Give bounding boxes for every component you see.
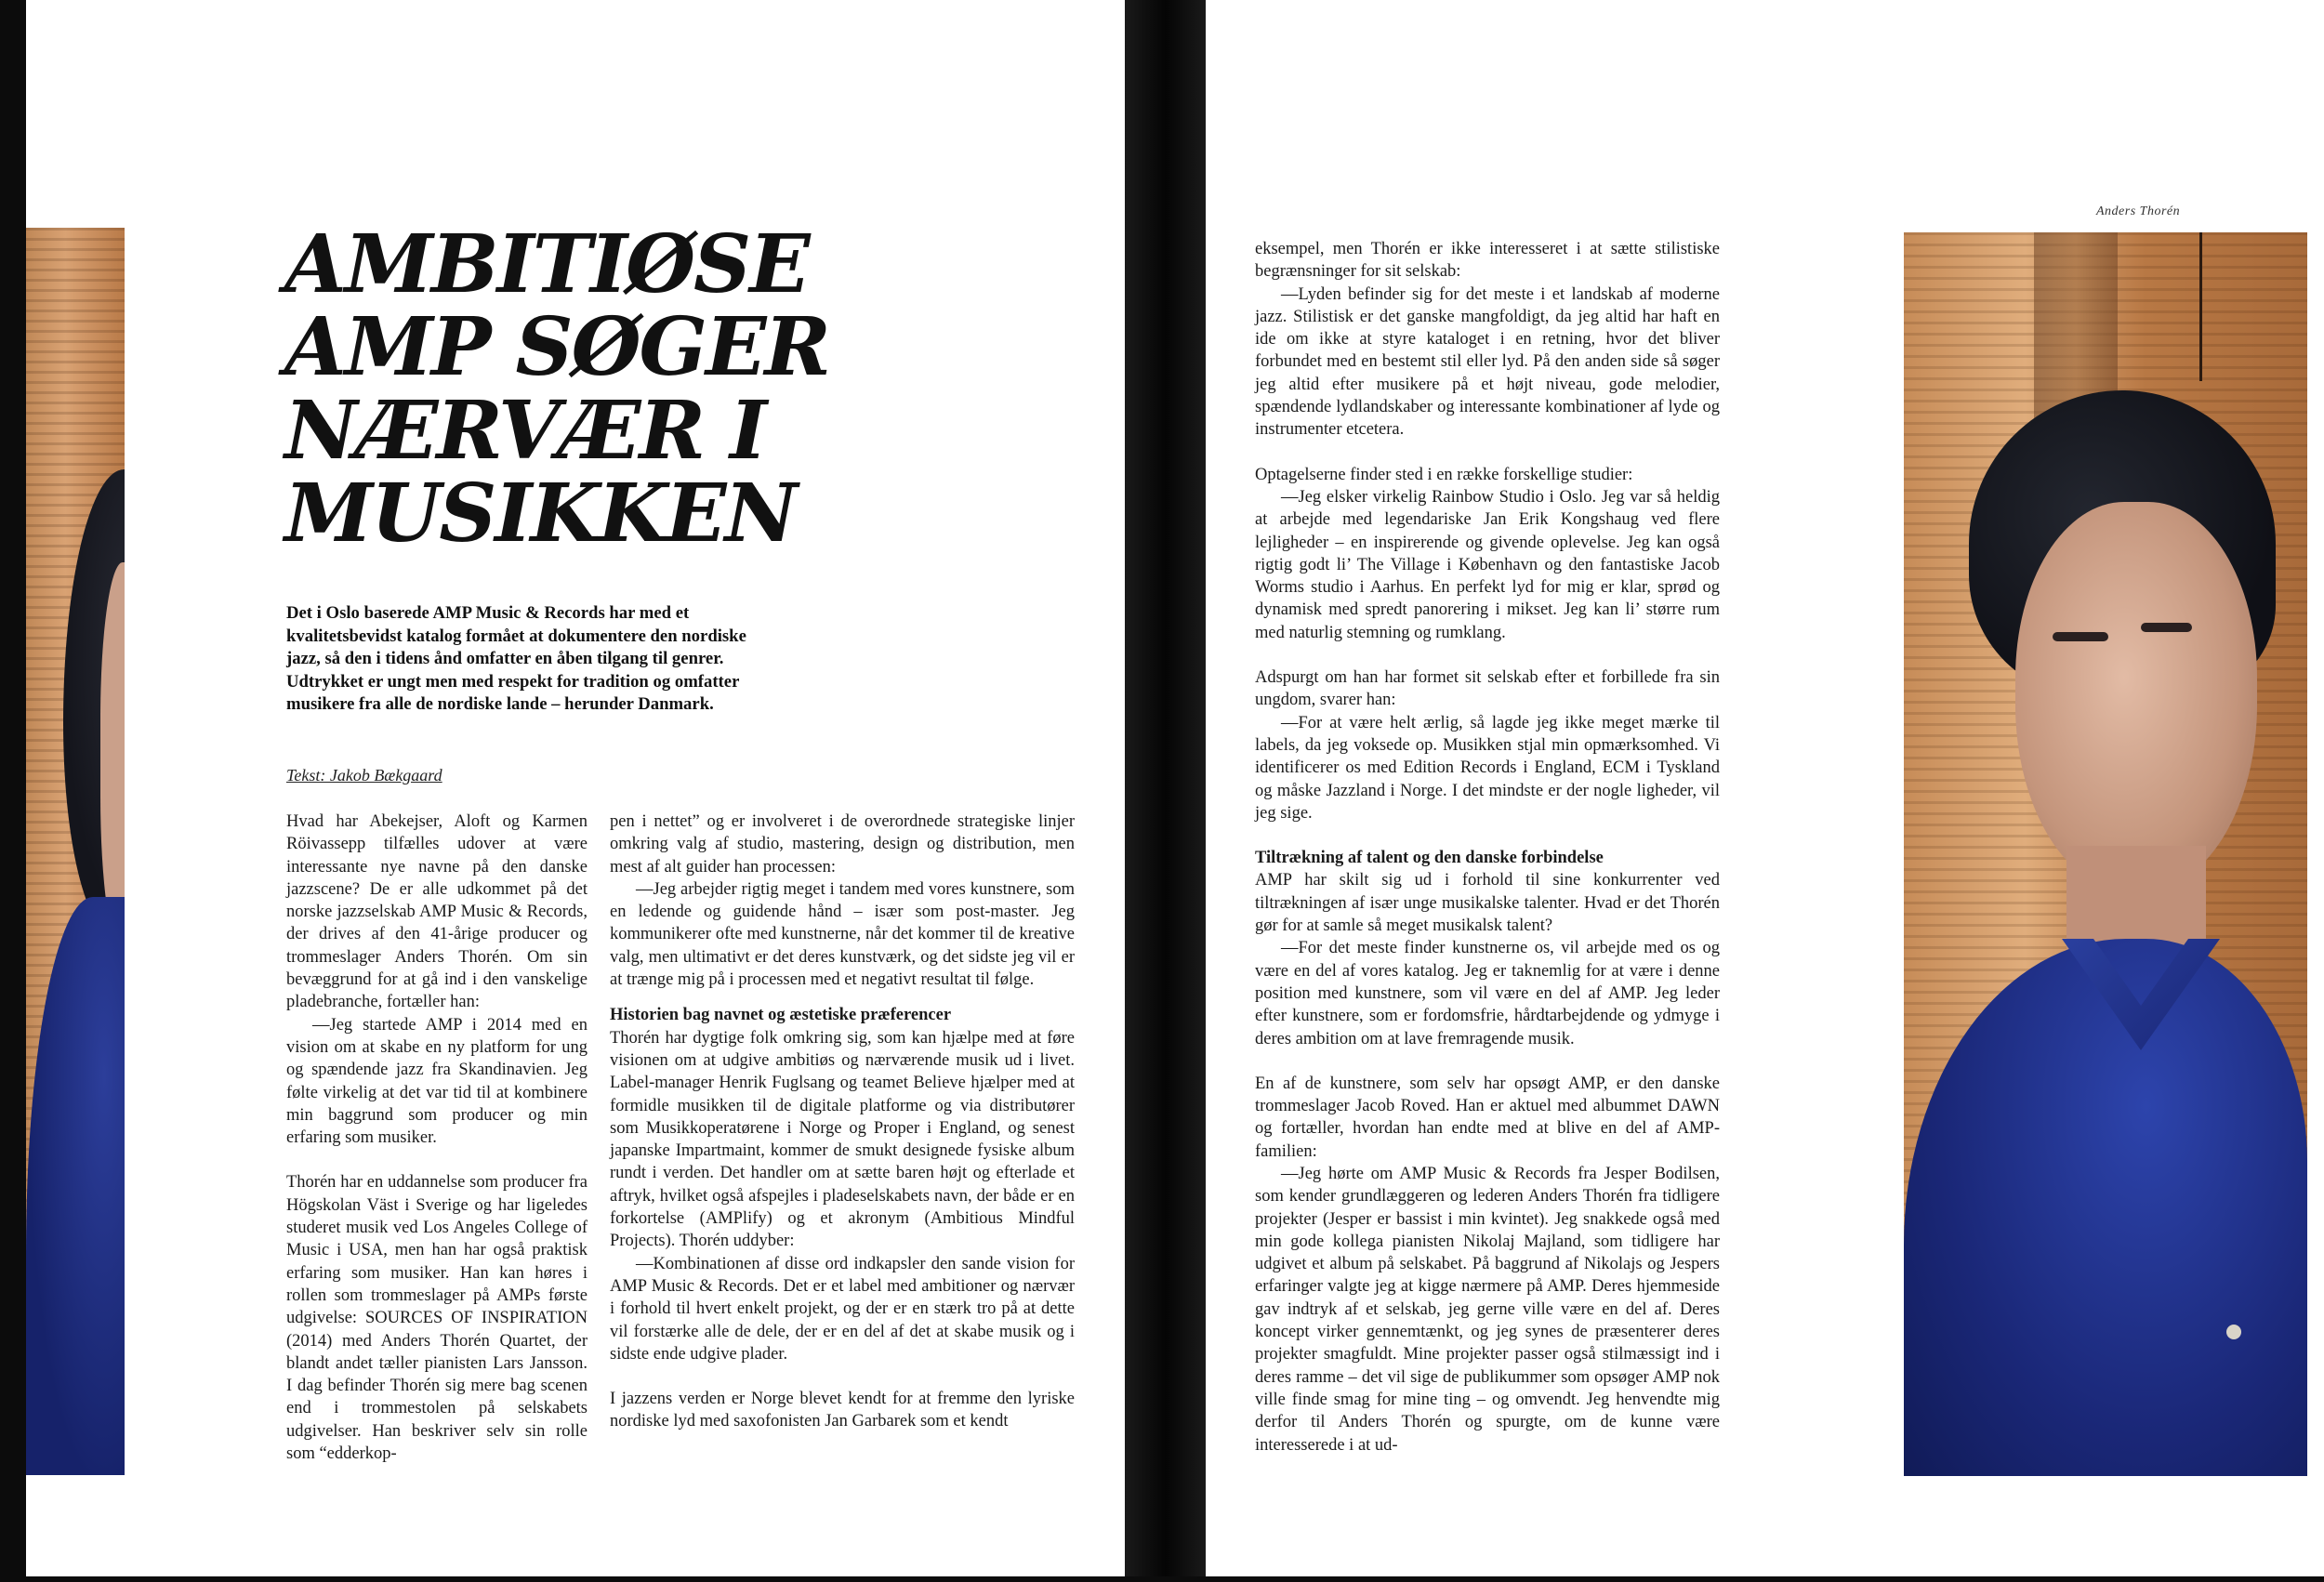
article-lead: Det i Oslo baserede AMP Music & Records har med et kvalitetsbevidst katalog formået at dokumentere den nordiske jazz, så den i tidens ånd omfatter en åben tilgang til genrer. Udtrykket er ungt men med respekt for tradition og omfatter musikere fra alle de nordiske lande – herunder Danmark. [286, 603, 746, 715]
paragraph: eksempel, men Thorén er ikke interesseret i at sætte stilistiske begrænsninger for sit selskab: [1255, 240, 1720, 282]
paragraph: —Jeg elsker virkelig Rainbow Studio i Oslo. Jeg var så heldig at arbejde med legendariske Jan Erik Kongshaug ved flere lejligheder – en inspirerende og givende oplevelse. Jeg kan også rigtig godt li’ The Village i København og den fantastiske Jacob Worms studio i Aarhus. En perfekt lyd for mig er klar, sprød og dynamisk med spredt panorering i mikset. Jeg kan li’ større rum med naturlig stemning og rumklang. [1255, 487, 1720, 642]
portrait-photo-left [26, 228, 125, 1475]
paragraph: AMP har skilt sig ud i forhold til sine konkurrenter ved tiltrækningen af især unge musikalske talenter. Hvad er det Thorén gør for at samle så meget musikalsk talent? [1255, 871, 1720, 936]
headline-line: NÆRVÆR I [284, 383, 766, 478]
running-head: Anders Thorén [2096, 204, 2181, 218]
paragraph: pen i nettet” og er involveret i de overordnede strategiske linjer omkring valg af studio, mastering, design og distribution, men mest af alt guider han processen: [610, 812, 1075, 877]
headline-line: AMP SØGER [284, 300, 830, 395]
frame-left-edge [0, 0, 26, 1582]
photo-eyebrow [2141, 623, 2192, 632]
frame-bottom [0, 1576, 2324, 1582]
paragraph: —Jeg startede AMP i 2014 med en vision om at skabe en ny platform for ung og spændende jazz fra Skandinavien. Jeg følte virkelig at det var tid til at kombinere min baggrund som producer og min erfaring som musiker. [286, 1015, 588, 1148]
text-column-3 [1255, 238, 1720, 1457]
paragraph: —Jeg arbejder rigtig meget i tandem med vores kunstnere, som en ledende og guidende hånd – især som post-master. Jeg kommunikerer ofte med kunstnerne, når det kommer til de kreative valg, men ultimativt er det deres kunstværk, og det sidste jeg vil er at trænge mig på i processen med et negativt resultat til følge. [610, 879, 1075, 990]
headline-line: MUSIKKEN [284, 467, 797, 561]
paragraph: —Kombinationen af disse ord indkapsler den sande vision for AMP Music & Records. Det er et label med ambitioner og nærvær i forhold til hvert enkelt projekt, og der er en stærk tro på at dette vil forstærke alle de dele, der er en del af det at skabe musik og i sidste ende udgive plader. [610, 1254, 1075, 1364]
left-page [0, 0, 1125, 1582]
paragraph: Thorén har en uddannelse som producer fra Högskolan Väst i Sverige og har ligeledes studeret musik ved Los Angeles College of Music i USA, men han har også praktisk erfaring som musiker. Han kan høres i rollen som trommeslager på AMPs første udgivelse: SOURCES OF INSPIRATION (2014) med Anders Thorén Quartet, der blandt andet tæller pianisten Lars Jansson. I dag befinder Thorén sig mere bag scenen end i trommestolen på selskabets udgivelser. Han beskriver selv sin rolle som “edderkop- [286, 1173, 588, 1464]
photo-shirt [26, 897, 125, 1475]
spine-gutter [1125, 0, 1206, 1582]
photo-eyebrow [2053, 632, 2108, 641]
headline-line: AMBITIØSE [284, 218, 809, 311]
paragraph: —Jeg hørte om AMP Music & Records fra Jesper Bodilsen, som kender grundlæggeren og lederen Anders Thorén fra tidligere projekter (Jesper er bassist i min kvintet). Jeg snakkede også med min gode kollega pianisten Nikolaj Majland, som tidligere har udgivet et album på selskabet. På baggrund af Nikolajs og Jespers erfaringer valgte jeg at kigge nærmere på AMP. Deres hjemmeside gav indtryk af et selskab, jeg gerne ville være en del af. Deres koncept virker gennemtænkt, og jeg synes de præsenterer deres projekter smagfuldt. Mine projekter passer også stilmæssigt ind i deres ramme – det vil sige de publikummer som opsøger AMP nok ville finde smag for mine ting – og omvendt. Jeg henvendte mig derfor til Anders Thorén og spurgte, om de kunne være interesserede i at ud- [1255, 1164, 1720, 1455]
paragraph: Hvad har Abekejser, Aloft og Karmen Röivassepp tilfælles udover at være interessante nye navne på den danske jazzscene? De er alle udkommet på det norske jazzselskab AMP Music & Records, der drives af den 41-årige producer og trommeslager Anders Thorén. Om sin bevæggrund for at gå ind i den vanskelige pladebranche, fortæller han: [286, 812, 588, 1012]
byline: Tekst: Jakob Bækgaard [286, 766, 442, 784]
section-heading: Tiltrækning af talent og den danske forbindelse [1255, 849, 1604, 868]
text-column-2 [610, 811, 1075, 1433]
paragraph: Thorén har dygtige folk omkring sig, som kan hjælpe med at føre visionen om at udgive ambitiøs og nærværende musik ud i livet. Label-manager Henrik Fuglsang og teamet Believe hjælper med at formidle musikken til de digitale platforme og via distributører som Musikkoperatørene i Norge og Proper i England, og senest japanske Impartmaint, kommer de smukt designede fysiske album rundt i verden. Det handler om at sætte baren højt og efterlade et aftryk, hvilket også afspejles i pladeselskabets navn, der både er en forkortelse (AMPlify) og et akronym (Ambitious Mindful Projects). Thorén uddyber: [610, 1028, 1075, 1251]
article-headline [284, 218, 861, 561]
photo-shirt [1904, 939, 2307, 1476]
photo-background-cable [2199, 232, 2202, 381]
paragraph: —Lyden befinder sig for det meste i et landskab af moderne jazz. Stilistisk er det ganske mangfoldigt, da jeg altid har haft en ide om ikke at styre kataloget i en retning, hvor det bliver forbundet med en bestemt stil eller lyd. På den anden side så søger jeg altid efter musikere på et højt niveau, gode melodier, spændende lydlandskaber og interessante kombinationer af lyde og instrumenter etcetera. [1255, 284, 1720, 440]
paragraph: —For at være helt ærlig, så lagde jeg ikke meget mærke til labels, da jeg voksede op. Musikken stjal min opmærksomhed. Vi identificerer os med Edition Records i England, ECM i Tyskland og måske Jazzland i Norge. I det mindste er der nogle ligheder, vil jeg sige. [1255, 713, 1720, 823]
paragraph: Optagelserne finder sted i en række forskellige studier: [1255, 465, 1633, 484]
portrait-photo-right [1904, 232, 2307, 1476]
paragraph: I jazzens verden er Norge blevet kendt for at fremme den lyriske nordiske lyd med saxofonisten Jan Garbarek som et kendt [610, 1390, 1075, 1431]
paragraph: Adspurgt om han har formet sit selskab efter et forbillede fra sin ungdom, svarer han: [1255, 668, 1720, 710]
text-column-1 [286, 811, 588, 1465]
paragraph: En af de kunstnere, som selv har opsøgt AMP, er den danske trommeslager Jacob Roved. Han er aktuel med albummet DAWN og fortæller, hvordan han endte med at blive en del af AMP-familien: [1255, 1074, 1720, 1161]
photo-shirt-button [2226, 1325, 2241, 1339]
paragraph: —For det meste finder kunstnerne os, vil arbejde med os og være en del af vores katalog. Jeg er taknemlig for at være i denne position med kunstnere, som vil være en del af AMP. Jeg leder efter kunstnere, som er fordomsfrie, hårdtarbejdende og ydmyge i deres ambition om at lave fremragende musik. [1255, 939, 1720, 1048]
section-heading: Historien bag navnet og æstetiske præferencer [610, 1006, 952, 1025]
photo-face [2015, 502, 2257, 892]
